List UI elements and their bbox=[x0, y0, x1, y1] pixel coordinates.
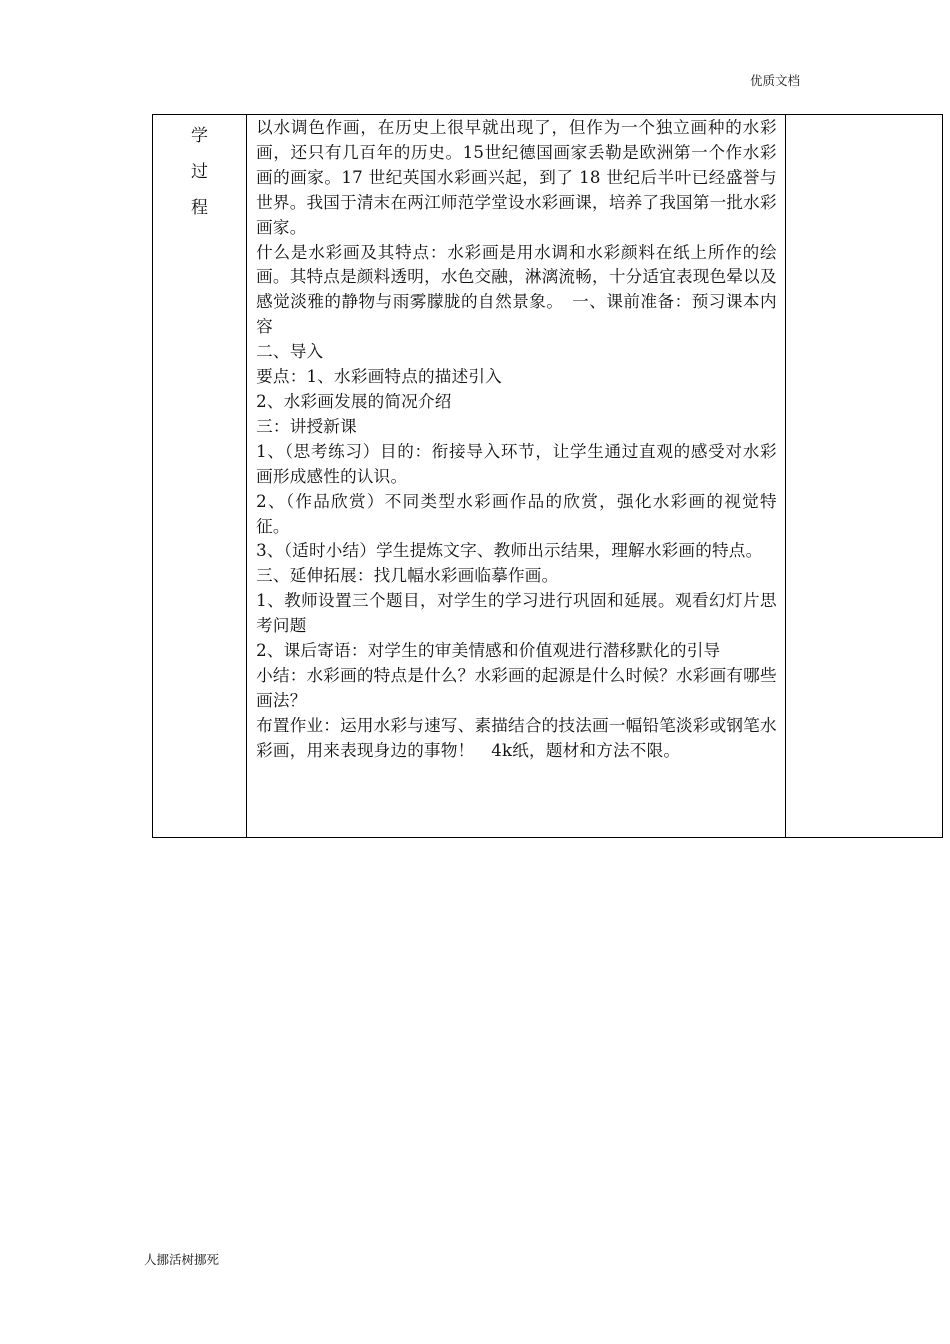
paragraph-homework: 布置作业：运用水彩与速写、素描结合的技法画一幅铅笔淡彩或钢笔水彩画，用来表现身边的事物！ 4k纸，题材和方法不限。 bbox=[256, 715, 777, 760]
paragraph-key-point-1: 要点：1、水彩画特点的描述引入 bbox=[256, 367, 502, 387]
header-mark: 优质文档 bbox=[750, 73, 801, 88]
paragraph-step-2: 2、（作品欣赏）不同类型水彩画作品的欣赏，强化水彩画的视觉特征。 bbox=[256, 491, 777, 536]
paragraph-extension-2: 2、课后寄语：对学生的审美情感和价值观进行潜移默化的引导 bbox=[256, 641, 721, 661]
paragraph-definition: 什么是水彩画及其特点：水彩画是用水调和水彩颜料在纸上所作的绘画。其特点是颜料透明，水色交融，淋漓流畅，十分适宜表现色晕以及感觉淡雅的静物与雨雾朦胧的自然景象。 一、课前准备：预习课本内容 bbox=[256, 242, 777, 337]
section-label-char: 过 bbox=[191, 162, 209, 182]
paragraph-extension-1: 1、教师设置三个题目，对学生的学习进行巩固和延展。观看幻灯片思考问题 bbox=[256, 591, 777, 636]
lesson-content-cell bbox=[247, 115, 786, 838]
section-label bbox=[153, 115, 246, 226]
section-label-char: 程 bbox=[191, 198, 209, 218]
section-label-char: 学 bbox=[191, 126, 209, 146]
section-label-cell bbox=[153, 115, 247, 838]
notes-cell bbox=[785, 115, 942, 838]
paragraph-step-3: 3、（适时小结）学生提炼文字、教师出示结果，理解水彩画的特点。 bbox=[256, 541, 763, 561]
paragraph-key-point-2: 2、水彩画发展的简况介绍 bbox=[256, 391, 452, 411]
footer-mark: 人挪活树挪死 bbox=[144, 1252, 220, 1267]
paragraph-history: 以水调色作画，在历史上很早就出现了，但作为一个独立画种的水彩画，还只有几百年的历史。15世纪德国画家丢勒是欧洲第一个作水彩画的画家。17 世纪英国水彩画兴起，到了 18 世纪后半叶已经盛誉与世界。我国于清末在两江师范学堂设水彩画课，培养了我国第一批水彩画家。 bbox=[256, 118, 777, 237]
paragraph-new-lesson-heading: 三：讲授新课 bbox=[256, 416, 357, 436]
paragraph-extension-heading: 三、延伸拓展：找几幅水彩画临摹作画。 bbox=[256, 566, 559, 586]
lesson-table bbox=[152, 114, 943, 838]
paragraph-summary: 小结：水彩画的特点是什么？水彩画的起源是什么时候？水彩画有哪些画法？ bbox=[256, 665, 777, 710]
paragraph-step-1: 1、（思考练习）目的：衔接导入环节，让学生通过直观的感受对水彩画形成感性的认识。 bbox=[256, 441, 777, 486]
paragraph-intro-heading: 二、导入 bbox=[256, 342, 324, 362]
table-row bbox=[153, 115, 943, 838]
